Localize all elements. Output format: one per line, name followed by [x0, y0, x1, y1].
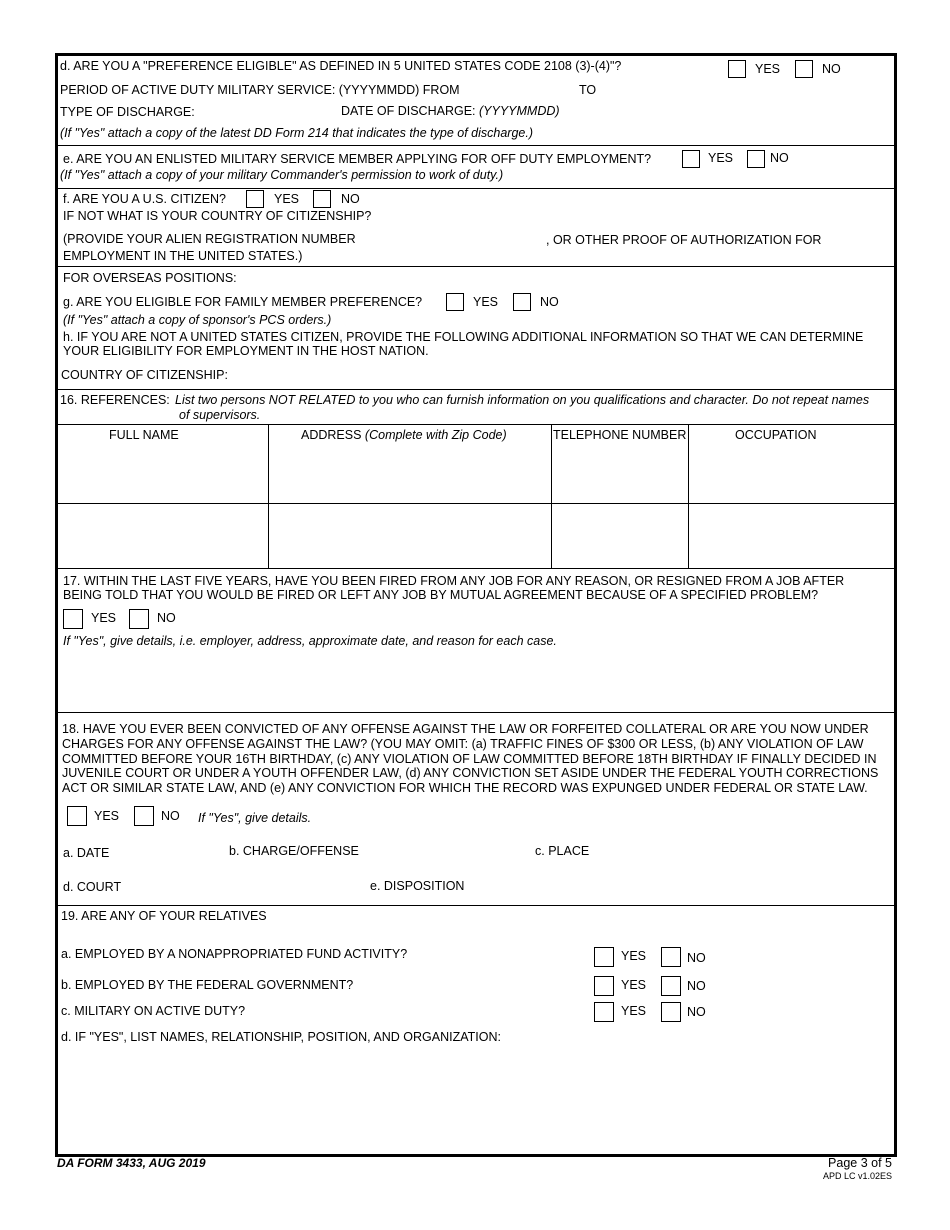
dd214-note: (If "Yes" attach a copy of the latest DD Form 214 that indicates the type of discharge.) [60, 126, 534, 140]
yes-label: YES [91, 611, 117, 625]
us-citizen-no-checkbox[interactable] [313, 190, 331, 208]
commander-permission-note: (If "Yes" attach a copy of your military Commander's permission to work of duty.) [60, 168, 504, 182]
fired-details-note: If "Yes", give details, i.e. employer, address, approximate date, and reason for each case. [63, 634, 557, 648]
references-instruction-cont: of supervisors. [179, 408, 261, 422]
host-nation-instruction: h. IF YOU ARE NOT A UNITED STATES CITIZEN, PROVIDE THE FOLLOWING ADDITIONAL INFORMATION SO THAT WE CAN DETERMINE YOUR ELIGIBILITY FOR EMPLOYMENT IN THE HOST NATION. [63, 330, 864, 359]
conviction-details-note: If "Yes", give details. [198, 811, 312, 825]
relatives-federal-question: b. EMPLOYED BY THE FEDERAL GOVERNMENT? [61, 978, 354, 992]
off-duty-yes-checkbox[interactable] [682, 150, 700, 168]
relatives-naf-no-checkbox[interactable] [661, 947, 681, 967]
divider [58, 568, 894, 569]
yes-label: YES [621, 1004, 647, 1018]
divider [58, 503, 894, 504]
conviction-court-label: d. COURT [63, 880, 122, 894]
fired-no-checkbox[interactable] [129, 609, 149, 629]
form-page [55, 53, 897, 1157]
no-label: NO [540, 295, 559, 309]
other-proof-label: , OR OTHER PROOF OF AUTHORIZATION FOR [546, 233, 822, 247]
relatives-military-question: c. MILITARY ON ACTIVE DUTY? [61, 1004, 246, 1018]
form-version: APD LC v1.02ES [822, 1171, 892, 1181]
conviction-no-checkbox[interactable] [134, 806, 154, 826]
country-of-citizenship-question: IF NOT WHAT IS YOUR COUNTRY OF CITIZENSHIP? [63, 209, 372, 223]
col-telephone: TELEPHONE NUMBER [553, 428, 687, 442]
country-of-citizenship-label: COUNTRY OF CITIZENSHIP: [61, 368, 228, 382]
off-duty-employment-question: e. ARE YOU AN ENLISTED MILITARY SERVICE MEMBER APPLYING FOR OFF DUTY EMPLOYMENT? [63, 152, 652, 166]
relatives-list-instruction: d. IF "YES", LIST NAMES, RELATIONSHIP, POSITION, AND ORGANIZATION: [61, 1030, 501, 1044]
form-identifier: DA FORM 3433, AUG 2019 [57, 1156, 206, 1170]
relatives-naf-yes-checkbox[interactable] [594, 947, 614, 967]
no-label: NO [770, 151, 789, 165]
date-of-discharge-label: DATE OF DISCHARGE: (YYYYMMDD) [341, 104, 560, 118]
no-label: NO [687, 979, 706, 993]
overseas-positions-heading: FOR OVERSEAS POSITIONS: [63, 271, 237, 285]
references-label: 16. REFERENCES: [60, 393, 170, 407]
alien-registration-label: (PROVIDE YOUR ALIEN REGISTRATION NUMBER [63, 232, 356, 246]
col-address: ADDRESS (Complete with Zip Code) [301, 428, 507, 442]
fired-question: 17. WITHIN THE LAST FIVE YEARS, HAVE YOU BEEN FIRED FROM ANY JOB FOR ANY REASON, OR RESIGNED FROM A JOB AFTER BEING TOLD THAT YOU WOULD BE FIRED OR LEFT ANY JOB BY MUTUAL AGREEMENT BECAUSE OF A SPECIFIED PROBLEM? [63, 574, 845, 603]
conviction-disposition-label: e. DISPOSITION [370, 879, 465, 893]
yes-label: YES [755, 62, 781, 76]
conviction-yes-checkbox[interactable] [67, 806, 87, 826]
us-citizen-question: f. ARE YOU A U.S. CITIZEN? [63, 192, 227, 206]
type-of-discharge-label: TYPE OF DISCHARGE: [60, 105, 195, 119]
no-label: NO [161, 809, 180, 823]
preference-eligible-no-checkbox[interactable] [795, 60, 813, 78]
page-number: Page 3 of 5 [828, 1156, 892, 1170]
divider [58, 389, 894, 390]
family-member-preference-question: g. ARE YOU ELIGIBLE FOR FAMILY MEMBER PREFERENCE? [63, 295, 423, 309]
conviction-place-label: c. PLACE [535, 844, 590, 858]
conviction-question: 18. HAVE YOU EVER BEEN CONVICTED OF ANY OFFENSE AGAINST THE LAW OR FORFEITED COLLATERAL OR ARE YOU NOW UNDER CHARGES FOR ANY OFFENSE AGAINST THE LAW? (YOU MAY OMIT: (a) TRAFFIC FINES OF $300 OR LESS, (b) ANY VIOLATION OF LAW COMMITTED BEFORE YOUR 16TH BIRTHDAY, (c) ANY VIOLATION OF LAW COMMITTED BEFORE 18TH BIRTHDAY IF FINALLY DECIDED IN JUVENILE COURT OR UNDER A YOUTH OFFENDER LAW, (d) ANY CONVICTION SET ASIDE UNDER THE FEDERAL YOUTH CORRECTIONS ACT OR SIMILAR STATE LAW, AND (e) ANY CONVICTION FOR WHICH THE RECORD WAS EXPUNGED UNDER FEDERAL OR STATE LAW. [62, 722, 879, 795]
column-divider [688, 424, 689, 568]
col-occupation: OCCUPATION [735, 428, 817, 442]
divider [58, 145, 894, 146]
yes-label: YES [621, 949, 647, 963]
yes-label: YES [621, 978, 647, 992]
no-label: NO [157, 611, 176, 625]
active-duty-period-label: PERIOD OF ACTIVE DUTY MILITARY SERVICE: (YYYYMMDD) FROM [60, 83, 460, 97]
preference-eligible-yes-checkbox[interactable] [728, 60, 746, 78]
column-divider [268, 424, 269, 568]
divider [58, 424, 894, 425]
pcs-orders-note: (If "Yes" attach a copy of sponsor's PCS orders.) [63, 313, 332, 327]
no-label: NO [822, 62, 841, 76]
divider [58, 188, 894, 189]
relatives-military-yes-checkbox[interactable] [594, 1002, 614, 1022]
divider [58, 712, 894, 713]
relatives-federal-no-checkbox[interactable] [661, 976, 681, 996]
off-duty-no-checkbox[interactable] [747, 150, 765, 168]
yes-label: YES [708, 151, 734, 165]
preference-eligible-question: d. ARE YOU A "PREFERENCE ELIGIBLE" AS DEFINED IN 5 UNITED STATES CODE 2108 (3)-(4)"? [60, 59, 622, 73]
relatives-federal-yes-checkbox[interactable] [594, 976, 614, 996]
yes-label: YES [94, 809, 120, 823]
us-citizen-yes-checkbox[interactable] [246, 190, 264, 208]
family-preference-no-checkbox[interactable] [513, 293, 531, 311]
no-label: NO [341, 192, 360, 206]
relatives-military-no-checkbox[interactable] [661, 1002, 681, 1022]
fired-yes-checkbox[interactable] [63, 609, 83, 629]
yes-label: YES [473, 295, 499, 309]
divider [58, 905, 894, 906]
column-divider [551, 424, 552, 568]
no-label: NO [687, 951, 706, 965]
references-instruction: List two persons NOT RELATED to you who can furnish information on you qualifications and character. Do not repeat names [175, 393, 870, 407]
relatives-naf-question: a. EMPLOYED BY A NONAPPROPRIATED FUND ACTIVITY? [61, 947, 408, 961]
family-preference-yes-checkbox[interactable] [446, 293, 464, 311]
no-label: NO [687, 1005, 706, 1019]
relatives-heading: 19. ARE ANY OF YOUR RELATIVES [61, 909, 267, 923]
divider [58, 266, 894, 267]
employment-us-label: EMPLOYMENT IN THE UNITED STATES.) [63, 249, 303, 263]
conviction-charge-label: b. CHARGE/OFFENSE [229, 844, 359, 858]
conviction-date-label: a. DATE [63, 846, 110, 860]
yes-label: YES [274, 192, 300, 206]
col-full-name: FULL NAME [109, 428, 179, 442]
to-label: TO [579, 83, 597, 97]
